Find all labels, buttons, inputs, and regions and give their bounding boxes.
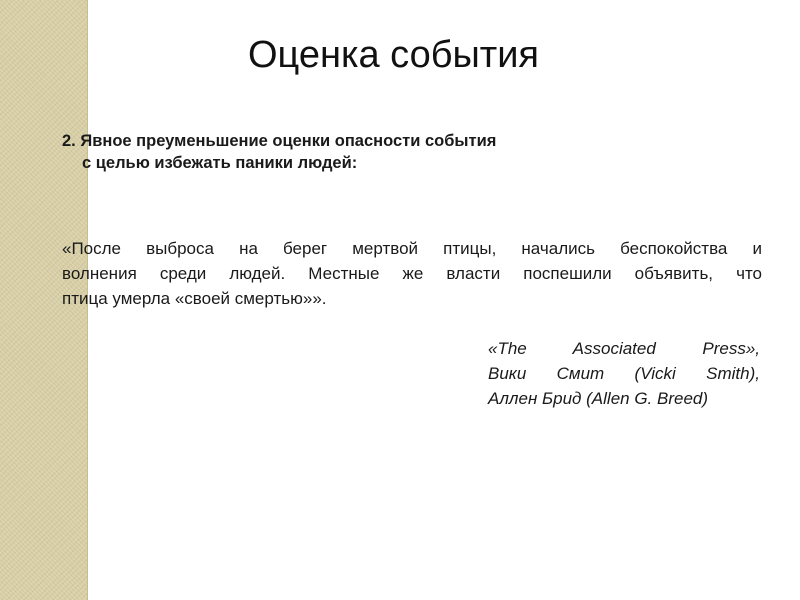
- slide-title: Оценка события: [248, 34, 540, 76]
- quote-paragraph: [62, 236, 762, 311]
- source-line: Вики Смит (Vicki Smith),: [488, 364, 760, 383]
- source-line: «The Associated Press»,: [488, 339, 760, 358]
- heading-line-1: 2. Явное преуменьшение оценки опасности события: [62, 132, 497, 150]
- quote-source: [488, 336, 760, 411]
- source-line: Аллен Брид (Allen G. Breed): [488, 389, 709, 408]
- quote-line: «После выброса на берег мертвой птицы, начались беспокойства и: [62, 239, 762, 258]
- quote-line: птица умерла «своей смертью»».: [62, 289, 327, 308]
- quote-line: волнения среди людей. Местные же власти поспешили объявить, что: [62, 264, 762, 283]
- heading-line-2: с целью избежать паники людей:: [82, 154, 358, 172]
- slide-heading: [62, 130, 622, 174]
